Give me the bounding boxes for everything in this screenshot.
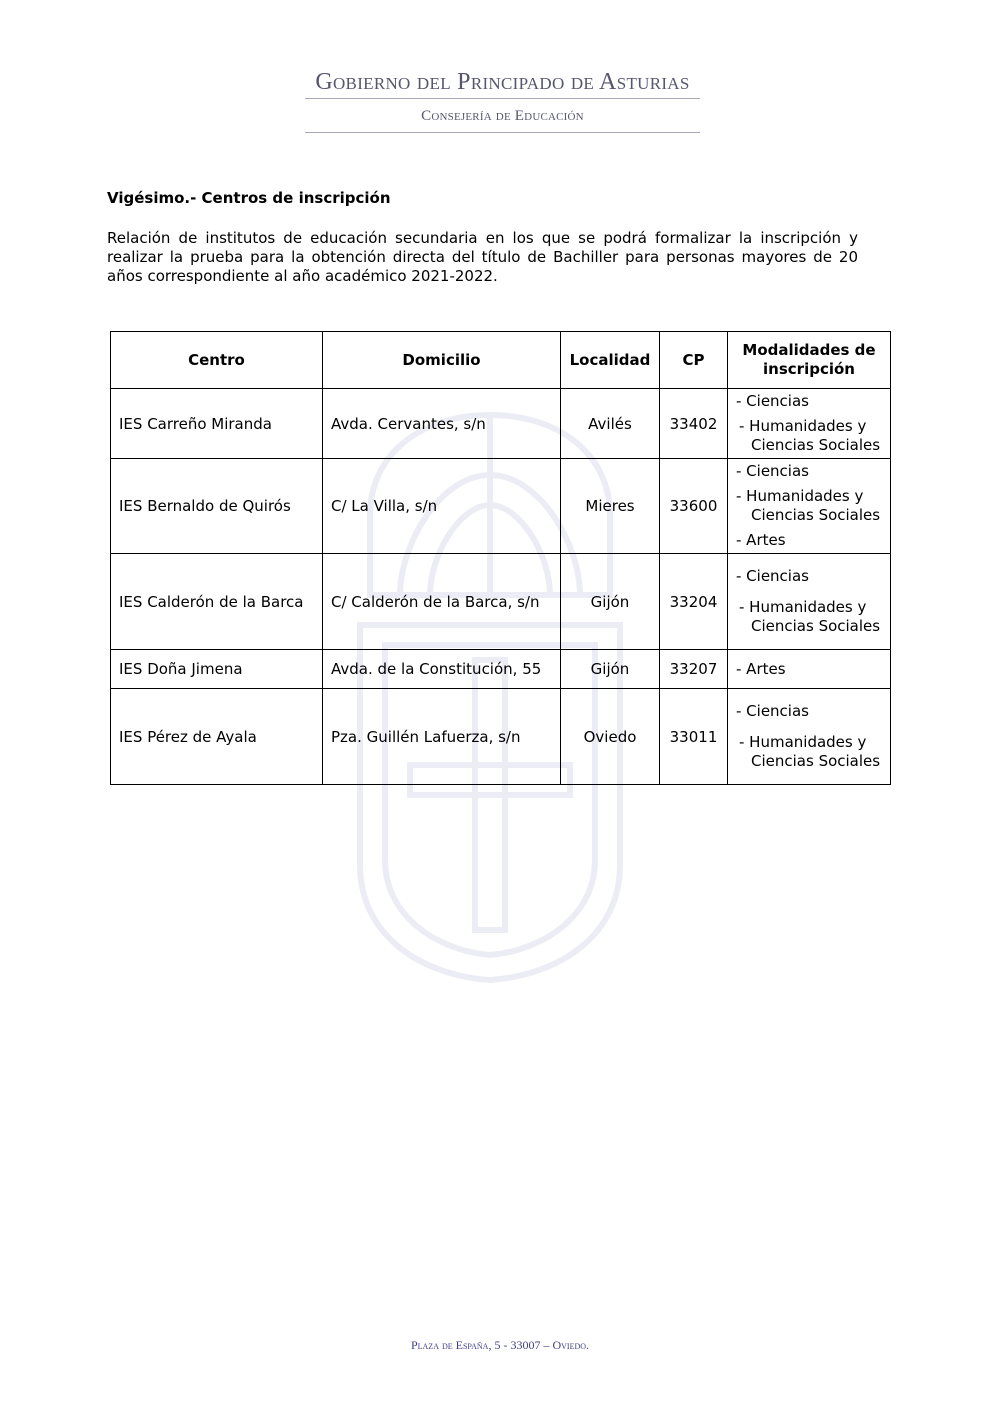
modalidad-item: - Artes	[736, 531, 786, 549]
cell-modalidades	[728, 650, 891, 689]
cell-cp: 33600	[660, 459, 728, 554]
table-row	[111, 554, 891, 650]
cell-cp: 33204	[660, 554, 728, 650]
section-title: Vigésimo.- Centros de inscripción	[107, 189, 391, 207]
cell-cp: 33011	[660, 689, 728, 785]
cell-localidad: Gijón	[561, 650, 660, 689]
header-divider-bottom	[305, 132, 700, 133]
government-name: Gobierno del Principado de Asturias	[315, 69, 690, 95]
cell-centro: IES Pérez de Ayala	[111, 689, 323, 785]
cell-domicilio: C/ Calderón de la Barca, s/n	[323, 554, 561, 650]
department-name: Consejería de Educación	[421, 108, 584, 124]
modalidad-item-continuation: Ciencias Sociales	[751, 617, 881, 635]
cell-domicilio: C/ La Villa, s/n	[323, 459, 561, 554]
table-row	[111, 389, 891, 459]
cell-cp: 33207	[660, 650, 728, 689]
cell-modalidades	[728, 389, 891, 459]
table-row	[111, 689, 891, 785]
cell-centro: IES Doña Jimena	[111, 650, 323, 689]
cell-localidad: Gijón	[561, 554, 660, 650]
cell-modalidades	[728, 689, 891, 785]
cell-centro: IES Carreño Miranda	[111, 389, 323, 459]
modalidad-item: - Ciencias	[736, 392, 809, 410]
modalidad-item-continuation: Ciencias Sociales	[751, 506, 881, 524]
modalidad-item-continuation: Ciencias Sociales	[751, 436, 881, 454]
cell-localidad: Avilés	[561, 389, 660, 459]
modalidad-item: - Humanidades y	[739, 598, 867, 616]
modalidad-item: - Humanidades y	[736, 487, 864, 505]
modalidad-item: - Ciencias	[736, 567, 809, 585]
modalidad-item: - Humanidades y	[739, 417, 867, 435]
header-divider-top	[305, 98, 700, 99]
column-header-localidad: Localidad	[561, 332, 660, 389]
table-row	[111, 650, 891, 689]
column-header-cp: CP	[660, 332, 728, 389]
modalidad-item-continuation: Ciencias Sociales	[751, 752, 881, 770]
column-header-centro: Centro	[111, 332, 323, 389]
column-header-modalidades: Modalidades de inscripción	[728, 332, 891, 389]
table-row	[111, 459, 891, 554]
cell-centro: IES Calderón de la Barca	[111, 554, 323, 650]
cell-centro: IES Bernaldo de Quirós	[111, 459, 323, 554]
cell-domicilio: Avda. Cervantes, s/n	[323, 389, 561, 459]
column-header-domicilio: Domicilio	[323, 332, 561, 389]
cell-domicilio: Avda. de la Constitución, 55	[323, 650, 561, 689]
cell-localidad: Oviedo	[561, 689, 660, 785]
modalidad-item: - Ciencias	[736, 462, 809, 480]
cell-modalidades	[728, 459, 891, 554]
registration-centers-table	[110, 331, 891, 785]
cell-localidad: Mieres	[561, 459, 660, 554]
footer-address: Plaza de España, 5 - 33007 – Oviedo.	[410, 1338, 590, 1352]
cell-cp: 33402	[660, 389, 728, 459]
cell-domicilio: Pza. Guillén Lafuerza, s/n	[323, 689, 561, 785]
modalidad-item: - Ciencias	[736, 702, 809, 720]
cell-modalidades	[728, 554, 891, 650]
table-header-row	[111, 332, 891, 389]
modalidad-item: - Artes	[736, 659, 786, 678]
modalidad-item: - Humanidades y	[739, 733, 867, 751]
intro-paragraph: Relación de institutos de educación secundaria en los que se podrá formalizar la inscripción y realizar la prueba para la obtención directa del título de Bachiller para personas mayores de 20 años correspondiente al año académico 2021-2022.	[107, 229, 858, 285]
